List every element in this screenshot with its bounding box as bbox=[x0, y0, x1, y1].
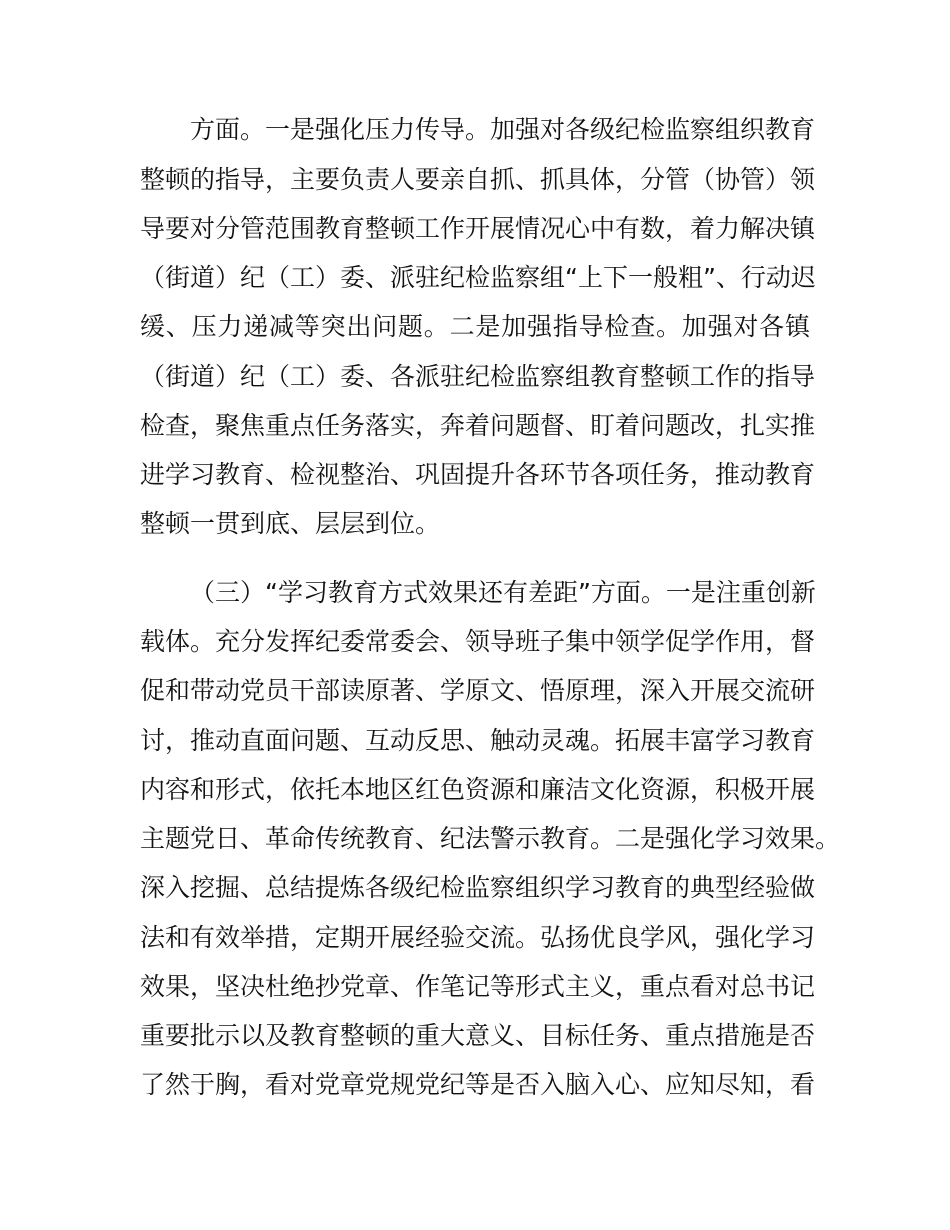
text-line: 内容和形式，依托本地区红色资源和廉洁文化资源，积极开展 bbox=[140, 775, 816, 804]
text-line: 方面。一是强化压力传导。加强对各级纪检监察组织教育 bbox=[190, 115, 816, 144]
text-line: 深入挖掘、总结提炼各级纪检监察组织学习教育的典型经验做 bbox=[140, 873, 816, 902]
text-line: 整顿的指导，主要负责人要亲自抓、抓具体，分管（协管）领 bbox=[140, 165, 816, 194]
text-line: 法和有效举措，定期开展经验交流。弘扬优良学风，强化学习 bbox=[140, 923, 816, 952]
text-line: 载体。充分发挥纪委常委会、领导班子集中领学促学作用，督 bbox=[140, 627, 816, 656]
text-line: 检查，聚焦重点任务落实，奔着问题督、盯着问题改，扎实推 bbox=[140, 411, 816, 440]
text-line: 了然于胸，看对党章党规党纪等是否入脑入心、应知尽知，看 bbox=[140, 1070, 816, 1099]
text-line: 效果，坚决杜绝抄党章、作笔记等形式主义，重点看对总书记 bbox=[140, 972, 816, 1001]
text-line: 讨，推动直面问题、互动反思、触动灵魂。拓展丰富学习教育 bbox=[140, 726, 816, 755]
text-line: 导要对分管范围教育整顿工作开展情况心中有数，着力解决镇 bbox=[140, 214, 816, 243]
text-line: 促和带动党员干部读原著、学原文、悟原理，深入开展交流研 bbox=[140, 676, 816, 705]
text-line: （街道）纪（工）委、派驻纪检监察组“上下一般粗”、行动迟 bbox=[140, 263, 816, 292]
text-line: 整顿一贯到底、层层到位。 bbox=[140, 509, 441, 538]
text-line: 进学习教育、检视整治、巩固提升各环节各项任务，推动教育 bbox=[140, 460, 816, 489]
text-line: （三）“学习教育方式效果还有差距”方面。一是注重创新 bbox=[190, 578, 816, 607]
text-line: 主题党日、革命传统教育、纪法警示教育。二是强化学习效果。 bbox=[140, 824, 841, 853]
text-line: 重要批示以及教育整顿的重大意义、目标任务、重点措施是否 bbox=[140, 1021, 816, 1050]
text-line: （街道）纪（工）委、各派驻纪检监察组教育整顿工作的指导 bbox=[140, 362, 816, 391]
text-line: 缓、压力递减等突出问题。二是加强指导检查。加强对各镇 bbox=[140, 312, 810, 341]
